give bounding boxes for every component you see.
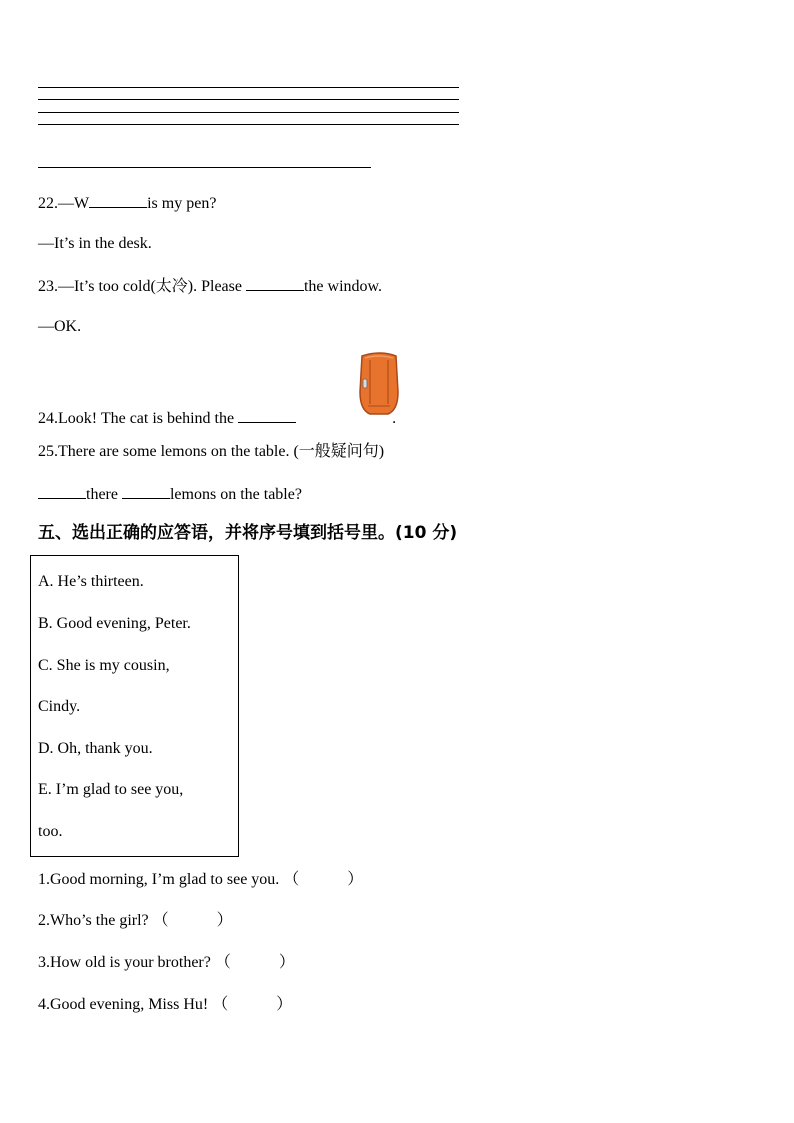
q24-blank[interactable] <box>238 407 296 423</box>
option-c-cont: Cindy. <box>38 698 81 715</box>
question-24 <box>38 407 396 429</box>
question-23-reply: —OK. <box>38 318 82 335</box>
answer-paren-4[interactable]: （ ） <box>212 996 293 1013</box>
q25-blank-1[interactable] <box>38 483 86 499</box>
writing-line-1 <box>38 87 459 88</box>
q25-suffix: lemons on the table? <box>169 486 302 503</box>
question-23 <box>38 275 382 297</box>
option-e-cont: too. <box>38 823 63 840</box>
answer-paren-2[interactable]: （ ） <box>152 912 233 929</box>
q22-suffix: is my pen? <box>147 195 217 212</box>
option-c: C. She is my cousin, <box>38 657 170 674</box>
writing-line-3 <box>38 112 459 113</box>
question-25: 25.There are some lemons on the table. (一般疑问句) <box>38 443 385 460</box>
question-2-text: 2.Who’s the girl? <box>38 912 149 929</box>
q23-prefix: 23.—It’s too cold(太冷). Please <box>38 278 246 295</box>
option-b: B. Good evening, Peter. <box>38 615 191 632</box>
option-e: E. I’m glad to see you, <box>38 781 184 798</box>
question-4 <box>38 995 292 1015</box>
question-1-text: 1.Good morning, I’m glad to see you. <box>38 871 280 888</box>
question-2 <box>38 911 233 931</box>
wardrobe-icon <box>358 352 400 416</box>
writing-line-5 <box>38 167 371 168</box>
q23-blank[interactable] <box>246 275 304 291</box>
answer-paren-1[interactable]: （ ） <box>283 871 364 888</box>
option-a: A. He’s thirteen. <box>38 573 144 590</box>
q22-blank[interactable] <box>89 192 147 208</box>
option-d: D. Oh, thank you. <box>38 740 153 757</box>
q24-suffix: . <box>392 410 397 427</box>
writing-line-4 <box>38 124 459 125</box>
section-5-heading: 五、选出正确的应答语，并将序号填到括号里。(10 分) <box>38 523 458 543</box>
q24-prefix: 24.Look! The cat is behind the <box>38 410 239 427</box>
writing-line-2 <box>38 99 459 100</box>
q22-prefix: 22.—W <box>38 195 90 212</box>
question-4-text: 4.Good evening, Miss Hu! <box>38 996 209 1013</box>
question-22-reply: —It’s in the desk. <box>38 235 152 252</box>
answer-paren-3[interactable]: （ ） <box>214 954 295 971</box>
question-3-text: 3.How old is your brother? <box>38 954 211 971</box>
q23-suffix: the window. <box>303 278 383 295</box>
question-3 <box>38 953 295 973</box>
question-1 <box>38 870 363 890</box>
q25-mid: there <box>86 486 122 503</box>
question-25-answer <box>38 483 302 505</box>
q25-blank-2[interactable] <box>122 483 170 499</box>
question-22 <box>38 192 216 214</box>
